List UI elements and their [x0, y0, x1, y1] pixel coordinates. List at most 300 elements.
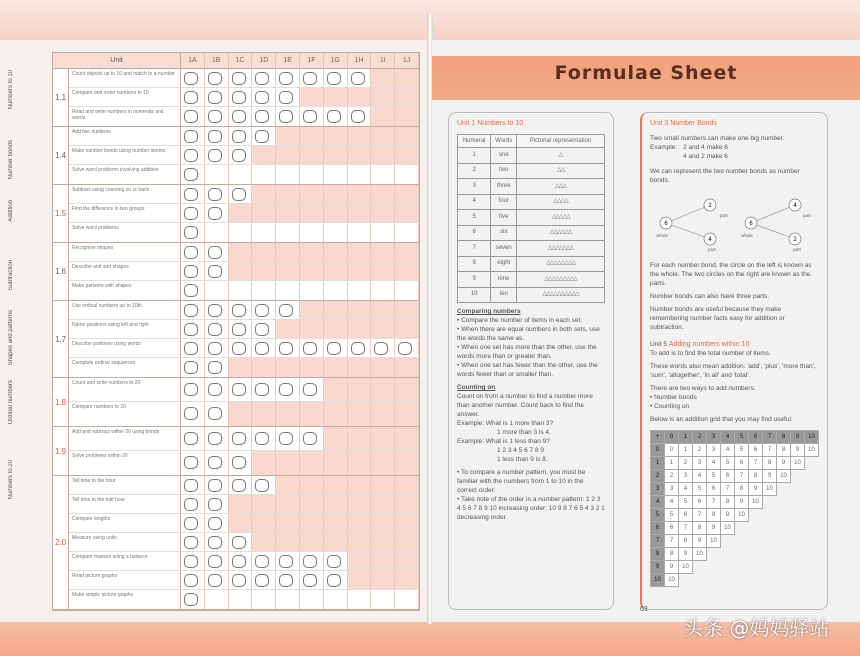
- empty-cell: [395, 88, 419, 106]
- grid-cell: 9: [721, 509, 735, 522]
- words-cell: eight: [491, 256, 517, 272]
- grid-cell: 9: [777, 457, 791, 470]
- counting-text: Count on from a number to find a number more than another number. Count back to find the answer.: [457, 393, 593, 418]
- objective-row: [69, 451, 419, 475]
- sticker-icon: [205, 402, 229, 426]
- objective-text: Solve word problems: [69, 223, 181, 242]
- sticker-icon: [181, 378, 205, 401]
- grid-cell: 10: [693, 548, 707, 561]
- sticker-icon: [229, 533, 253, 551]
- empty-cell: [276, 204, 300, 222]
- empty-cell: [371, 165, 395, 184]
- grid-cell: 9: [693, 535, 707, 548]
- sticker-icon: [276, 427, 300, 450]
- part-label: part: [792, 247, 801, 252]
- whole-label: whole: [656, 233, 669, 238]
- empty-cell: [348, 495, 372, 513]
- section-rows: [69, 476, 419, 609]
- empty-cell: [324, 358, 348, 377]
- grid-empty: [749, 509, 763, 522]
- grid-empty: [805, 561, 819, 574]
- unit-number: 1.5: [53, 185, 69, 242]
- empty-cell: [300, 223, 324, 242]
- sticker-icon: [181, 571, 205, 589]
- objective-text: Read and write numbers in numerals and words: [69, 107, 181, 126]
- numeral-cell: 9: [458, 272, 491, 288]
- sticker-icon: [348, 339, 372, 357]
- empty-cell: [395, 243, 419, 261]
- sticker-icon: [252, 107, 276, 126]
- empty-cell: [395, 590, 419, 609]
- table-row: [458, 241, 605, 257]
- grid-empty: [749, 548, 763, 561]
- sticker-icon: [229, 320, 253, 338]
- compare-item: • When one set has more than the other, use the words more than or greater than.: [457, 343, 605, 361]
- example-line: 4 and 2 make 6: [683, 153, 728, 160]
- grid-empty: [777, 509, 791, 522]
- bond-diagram-a: [652, 193, 732, 253]
- sticker-icon: [181, 204, 205, 222]
- objective-row: [69, 533, 419, 552]
- objective-row: [69, 88, 419, 107]
- words-cell: ten: [491, 287, 517, 303]
- empty-cell: [395, 378, 419, 401]
- empty-cell: [348, 533, 372, 551]
- sticker-icon: [276, 301, 300, 319]
- sticker-icon: [252, 301, 276, 319]
- sticker-icon: [300, 552, 324, 570]
- grid-cell: 7: [735, 470, 749, 483]
- empty-cell: [371, 127, 395, 145]
- note-item: • To compare a number pattern, you must be familiar with the numbers from 1 to 10 in the correct order.: [457, 468, 605, 495]
- column-header: 1D: [252, 53, 276, 68]
- empty-cell: [300, 451, 324, 475]
- compare-heading: Comparing numbers: [457, 308, 521, 315]
- grid-empty: [777, 483, 791, 496]
- unit-number: 1.6: [53, 243, 69, 300]
- objective-row: [69, 146, 419, 165]
- sticker-icon: [229, 552, 253, 570]
- objective-row: [69, 590, 419, 609]
- grid-empty: [735, 574, 749, 587]
- objective-text: Measure using units: [69, 533, 181, 551]
- sticker-icon: [324, 69, 348, 87]
- grid-cell: 5: [665, 509, 679, 522]
- unit-number: 1.7: [53, 301, 69, 377]
- grid-cell: 9: [679, 548, 693, 561]
- empty-cell: [371, 552, 395, 570]
- empty-cell: [371, 451, 395, 475]
- grid-cell: 10: [735, 509, 749, 522]
- empty-cell: [324, 590, 348, 609]
- example-2-answer: 1 less than 9 is 8.: [497, 456, 548, 463]
- empty-cell: [276, 243, 300, 261]
- unit-section: [53, 476, 419, 610]
- sticker-icon: [205, 243, 229, 261]
- sticker-icon: [181, 451, 205, 475]
- empty-cell: [371, 402, 395, 426]
- grid-row-header: 9: [651, 561, 665, 574]
- sticker-icon: [181, 243, 205, 261]
- empty-cell: [276, 533, 300, 551]
- grid-cell: 8: [763, 457, 777, 470]
- empty-cell: [300, 320, 324, 338]
- empty-cell: [324, 281, 348, 300]
- sticker-icon: [181, 533, 205, 551]
- column-header: 1B: [205, 53, 229, 68]
- grid-cell: 4: [707, 457, 721, 470]
- progress-grid: [52, 52, 420, 611]
- table-row: [458, 272, 605, 288]
- empty-cell: [371, 204, 395, 222]
- watermark: 头条 @妈妈驿站: [683, 616, 830, 640]
- grid-empty: [805, 483, 819, 496]
- sticker-icon: [205, 107, 229, 126]
- empty-cell: [324, 514, 348, 532]
- grid-cell: 10: [777, 470, 791, 483]
- sticker-icon: [252, 571, 276, 589]
- empty-cell: [371, 69, 395, 87]
- objective-text: Complete ordinal sequences: [69, 358, 181, 377]
- empty-cell: [395, 301, 419, 319]
- sticker-icon: [252, 476, 276, 494]
- grid-empty: [791, 470, 805, 483]
- empty-cell: [252, 402, 276, 426]
- objective-row: [69, 358, 419, 377]
- sticker-icon: [252, 378, 276, 401]
- objective-row: [69, 127, 419, 146]
- grid-empty: [763, 509, 777, 522]
- empty-cell: [252, 451, 276, 475]
- sticker-icon: [205, 552, 229, 570]
- box-heading: Unit 1 Numbers to 10: [457, 120, 524, 127]
- sticker-icon: [205, 301, 229, 319]
- grid-cell: 5: [693, 483, 707, 496]
- col-header: Pictorial representation: [517, 135, 605, 148]
- objective-text: Add two numbers: [69, 127, 181, 145]
- empty-cell: [324, 533, 348, 551]
- grid-cell: 7: [693, 509, 707, 522]
- grid-cell: 10: [805, 444, 819, 457]
- objective-row: [69, 69, 419, 88]
- grid-cell: 1: [665, 457, 679, 470]
- sticker-icon: [205, 378, 229, 401]
- empty-cell: [348, 402, 372, 426]
- empty-cell: [300, 146, 324, 164]
- objective-row: [69, 571, 419, 590]
- sticker-icon: [252, 427, 276, 450]
- grid-empty: [735, 535, 749, 548]
- empty-cell: [205, 223, 229, 242]
- grid-row: [651, 470, 819, 483]
- grid-row-header: 8: [651, 548, 665, 561]
- objective-row: [69, 185, 419, 204]
- grid-empty: [791, 483, 805, 496]
- empty-cell: [395, 514, 419, 532]
- grid-empty: [777, 574, 791, 587]
- empty-cell: [300, 301, 324, 319]
- empty-cell: [395, 320, 419, 338]
- grid-cell: 6: [749, 444, 763, 457]
- left-page: [0, 40, 430, 622]
- grid-empty: [749, 535, 763, 548]
- empty-cell: [276, 451, 300, 475]
- objective-text: Solve problems within 20: [69, 451, 181, 475]
- grid-cell: 5: [679, 496, 693, 509]
- empty-cell: [371, 320, 395, 338]
- sticker-icon: [371, 339, 395, 357]
- grid-empty: [791, 561, 805, 574]
- grid-empty: [763, 522, 777, 535]
- empty-cell: [395, 358, 419, 377]
- pictorial-cell: △△: [517, 163, 605, 179]
- grid-cell: 10: [665, 574, 679, 587]
- grid-row-header: 5: [651, 509, 665, 522]
- empty-cell: [276, 590, 300, 609]
- empty-cell: [300, 358, 324, 377]
- number-bonds-box: [640, 112, 828, 610]
- col-header: Words: [491, 135, 517, 148]
- grid-empty: [791, 535, 805, 548]
- empty-cell: [324, 320, 348, 338]
- empty-cell: [252, 533, 276, 551]
- objective-text: Compare numbers to 20: [69, 402, 181, 426]
- column-header: 1E: [276, 53, 300, 68]
- bond-whole: 6: [664, 221, 668, 227]
- empty-cell: [252, 146, 276, 164]
- section-rows: [69, 378, 419, 426]
- grid-empty: [791, 522, 805, 535]
- empty-cell: [229, 495, 253, 513]
- grid-cell: 10: [679, 561, 693, 574]
- unit5-heading: Adding numbers within 10: [668, 341, 750, 348]
- empty-cell: [229, 223, 253, 242]
- example-2-sequence: 1 2 3 4 5 6 7 8 9: [497, 447, 544, 454]
- sticker-icon: [229, 185, 253, 203]
- sticker-icon: [205, 69, 229, 87]
- grid-empty: [763, 548, 777, 561]
- empty-cell: [348, 301, 372, 319]
- right-page: [432, 40, 860, 622]
- grid-row: [651, 444, 819, 457]
- way-item: • Counting on: [650, 402, 819, 411]
- unit5-prefix: Unit 5: [650, 341, 667, 348]
- grid-cell: 7: [749, 457, 763, 470]
- numeral-cell: 6: [458, 225, 491, 241]
- empty-cell: [300, 204, 324, 222]
- grid-empty: [805, 535, 819, 548]
- sticker-icon: [181, 427, 205, 450]
- numeral-cell: 10: [458, 287, 491, 303]
- empty-cell: [395, 402, 419, 426]
- sticker-icon: [205, 127, 229, 145]
- objective-row: [69, 514, 419, 533]
- grid-header-cell: 2: [693, 431, 707, 444]
- sticker-icon: [324, 571, 348, 589]
- grid-row-header: 1: [651, 457, 665, 470]
- empty-cell: [300, 262, 324, 280]
- empty-cell: [371, 358, 395, 377]
- bond-part: 2: [708, 203, 712, 209]
- empty-cell: [395, 165, 419, 184]
- empty-cell: [300, 476, 324, 494]
- empty-cell: [276, 223, 300, 242]
- numeral-cell: 5: [458, 210, 491, 226]
- bond-part: 4: [793, 203, 797, 209]
- side-label: Subtraction: [8, 260, 14, 291]
- grid-empty: [791, 548, 805, 561]
- grid-empty: [679, 574, 693, 587]
- empty-cell: [252, 590, 276, 609]
- numeral-cell: 2: [458, 163, 491, 179]
- sticker-icon: [205, 427, 229, 450]
- empty-cell: [300, 495, 324, 513]
- empty-cell: [371, 223, 395, 242]
- grid-cell: 9: [665, 561, 679, 574]
- sticker-icon: [181, 127, 205, 145]
- grid-cell: 1: [679, 444, 693, 457]
- sticker-icon: [205, 204, 229, 222]
- empty-cell: [348, 378, 372, 401]
- grid-empty: [805, 548, 819, 561]
- empty-cell: [395, 69, 419, 87]
- grid-cell: 4: [679, 483, 693, 496]
- empty-cell: [395, 146, 419, 164]
- empty-cell: [348, 262, 372, 280]
- grid-empty: [805, 496, 819, 509]
- sticker-icon: [300, 69, 324, 87]
- sticker-icon: [205, 358, 229, 377]
- counting-heading: Counting on: [457, 384, 496, 391]
- unit-section: [53, 243, 419, 301]
- empty-cell: [395, 262, 419, 280]
- section-rows: [69, 69, 419, 126]
- example-1: Example: What is 1 more than 3?: [457, 420, 554, 427]
- numbers-table: [457, 134, 605, 303]
- grid-cell: 7: [679, 522, 693, 535]
- empty-cell: [205, 165, 229, 184]
- empty-cell: [300, 88, 324, 106]
- side-label: Ordinal numbers: [8, 380, 14, 425]
- page-number: 63: [640, 606, 648, 613]
- grid-empty: [777, 535, 791, 548]
- empty-cell: [300, 165, 324, 184]
- objective-row: [69, 281, 419, 300]
- grid-header-cell: 6: [749, 431, 763, 444]
- objective-text: Subtract using counting on or back: [69, 185, 181, 203]
- empty-cell: [324, 262, 348, 280]
- section-rows: [69, 185, 419, 242]
- bond-diagram-b: [737, 193, 817, 253]
- grid-cell: 6: [721, 470, 735, 483]
- empty-cell: [324, 476, 348, 494]
- unit-number: 1.4: [53, 127, 69, 184]
- empty-cell: [300, 402, 324, 426]
- compare-item: • When there are equal numbers in both sets, use the words the same as.: [457, 325, 605, 343]
- sticker-icon: [181, 223, 205, 242]
- objective-row: [69, 223, 419, 242]
- empty-cell: [395, 107, 419, 126]
- empty-cell: [276, 185, 300, 203]
- grid-cell: 4: [721, 444, 735, 457]
- sticker-icon: [181, 281, 205, 300]
- pictorial-cell: △△△△: [517, 194, 605, 210]
- column-header: 1A: [181, 53, 205, 68]
- table-row: [458, 210, 605, 226]
- objective-row: [69, 339, 419, 358]
- objective-text: Use ordinal numbers up to 10th: [69, 301, 181, 319]
- table-caption: Below is an addition grid that you may find useful.: [650, 416, 793, 423]
- empty-cell: [252, 262, 276, 280]
- grid-cell: 10: [721, 522, 735, 535]
- grid-cell: 8: [693, 522, 707, 535]
- table-row: [458, 163, 605, 179]
- objective-text: Make number bonds using number stories: [69, 146, 181, 164]
- empty-cell: [300, 243, 324, 261]
- unit5-line: To add is to find the total number of items.: [650, 350, 771, 357]
- side-label: Numbers to 10: [8, 70, 14, 110]
- objective-row: [69, 552, 419, 571]
- empty-cell: [371, 243, 395, 261]
- words-cell: four: [491, 194, 517, 210]
- sticker-icon: [229, 378, 253, 401]
- grid-empty: [721, 574, 735, 587]
- empty-cell: [252, 165, 276, 184]
- part-label: part: [708, 247, 717, 252]
- objective-text: Tell time to the hour: [69, 476, 181, 494]
- grid-cell: 8: [777, 444, 791, 457]
- empty-cell: [324, 402, 348, 426]
- sticker-icon: [181, 358, 205, 377]
- unit-section: [53, 301, 419, 378]
- empty-cell: [395, 495, 419, 513]
- grid-empty: [707, 574, 721, 587]
- empty-cell: [348, 358, 372, 377]
- empty-cell: [371, 185, 395, 203]
- empty-cell: [371, 107, 395, 126]
- empty-cell: [348, 590, 372, 609]
- empty-cell: [229, 243, 253, 261]
- sticker-icon: [276, 571, 300, 589]
- empty-cell: [252, 495, 276, 513]
- empty-cell: [395, 427, 419, 450]
- empty-cell: [252, 223, 276, 242]
- objective-row: [69, 301, 419, 320]
- empty-cell: [371, 262, 395, 280]
- example-line: 2 and 4 make 6: [683, 144, 728, 151]
- empty-cell: [395, 552, 419, 570]
- grid-header-cell: 1: [679, 431, 693, 444]
- objective-row: [69, 165, 419, 184]
- empty-cell: [229, 358, 253, 377]
- column-header: 1H: [348, 53, 372, 68]
- grid-header-row: [651, 431, 819, 444]
- compare-list: [457, 316, 605, 379]
- sticker-icon: [181, 301, 205, 319]
- words-cell: two: [491, 163, 517, 179]
- col-header: Numeral: [458, 135, 491, 148]
- empty-cell: [348, 320, 372, 338]
- objective-text: Compare lengths: [69, 514, 181, 532]
- empty-cell: [300, 590, 324, 609]
- grid-row: [651, 457, 819, 470]
- grid-row: [651, 574, 819, 587]
- grid-cell: 3: [679, 470, 693, 483]
- empty-cell: [348, 223, 372, 242]
- intro: Two small numbers can make one big number.: [650, 135, 785, 142]
- grid-cell: 9: [707, 522, 721, 535]
- empty-cell: [252, 514, 276, 532]
